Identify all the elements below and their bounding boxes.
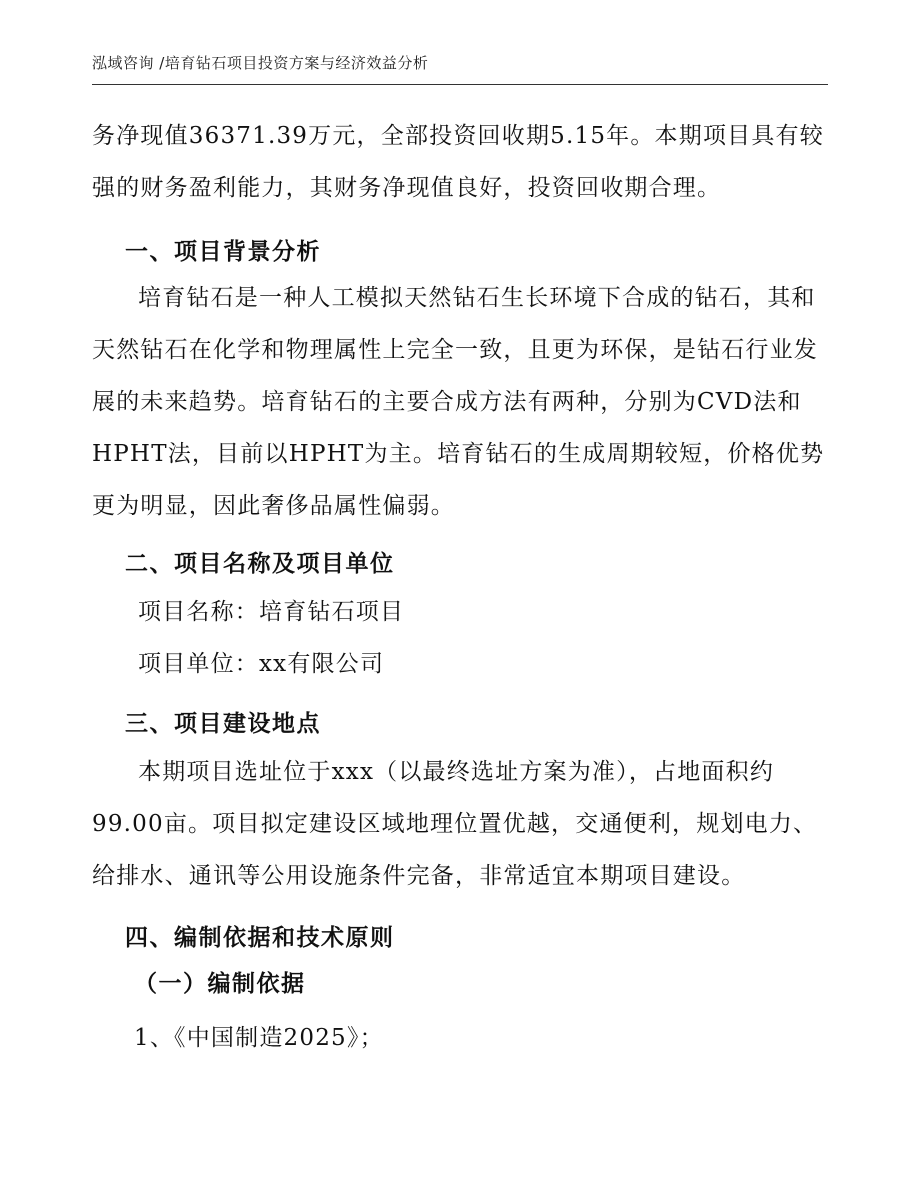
running-header: 泓域咨询 /培育钻石项目投资方案与经济效益分析 (92, 54, 429, 72)
background-paragraph: 培育钻石是一种人工模拟天然钻石生长环境下合成的钻石，其和天然钻石在化学和物理属性上完全一致，且更为环保，是钻石行业发展的未来趋势。培育钻石的主要合成方法有两种，分别为CVD法和HPHT法，目前以HPHT为主。培育钻石的生成周期较短，价格优势更为明显，因此奢侈品属性偏弱。 (92, 285, 825, 519)
subsection-heading-basis: （一）编制依据 (134, 971, 306, 997)
section-heading-background: 一、项目背景分析 (125, 239, 321, 265)
basis-list-item: 1、《中国制造2025》； (134, 1025, 384, 1051)
project-unit-field: 项目单位：xx有限公司 (138, 651, 385, 677)
header-divider (92, 84, 828, 85)
location-paragraph: 本期项目选址位于xxx（以最终选址方案为准），占地面积约99.00亩。项目拟定建设区域地理位置优越，交通便利，规划电力、给排水、通讯等公用设施条件完备，非常适宜本期项目建设。 (92, 759, 818, 889)
intro-paragraph: 务净现值36371.39万元，全部投资回收期5.15年。本期项目具有较强的财务盈利能力，其财务净现值良好，投资回收期合理。 (92, 123, 824, 201)
section-heading-location: 三、项目建设地点 (125, 711, 321, 737)
section-heading-basis: 四、编制依据和技术原则 (125, 925, 395, 951)
section-heading-project-name: 二、项目名称及项目单位 (125, 551, 395, 577)
project-name-field: 项目名称：培育钻石项目 (138, 599, 405, 625)
